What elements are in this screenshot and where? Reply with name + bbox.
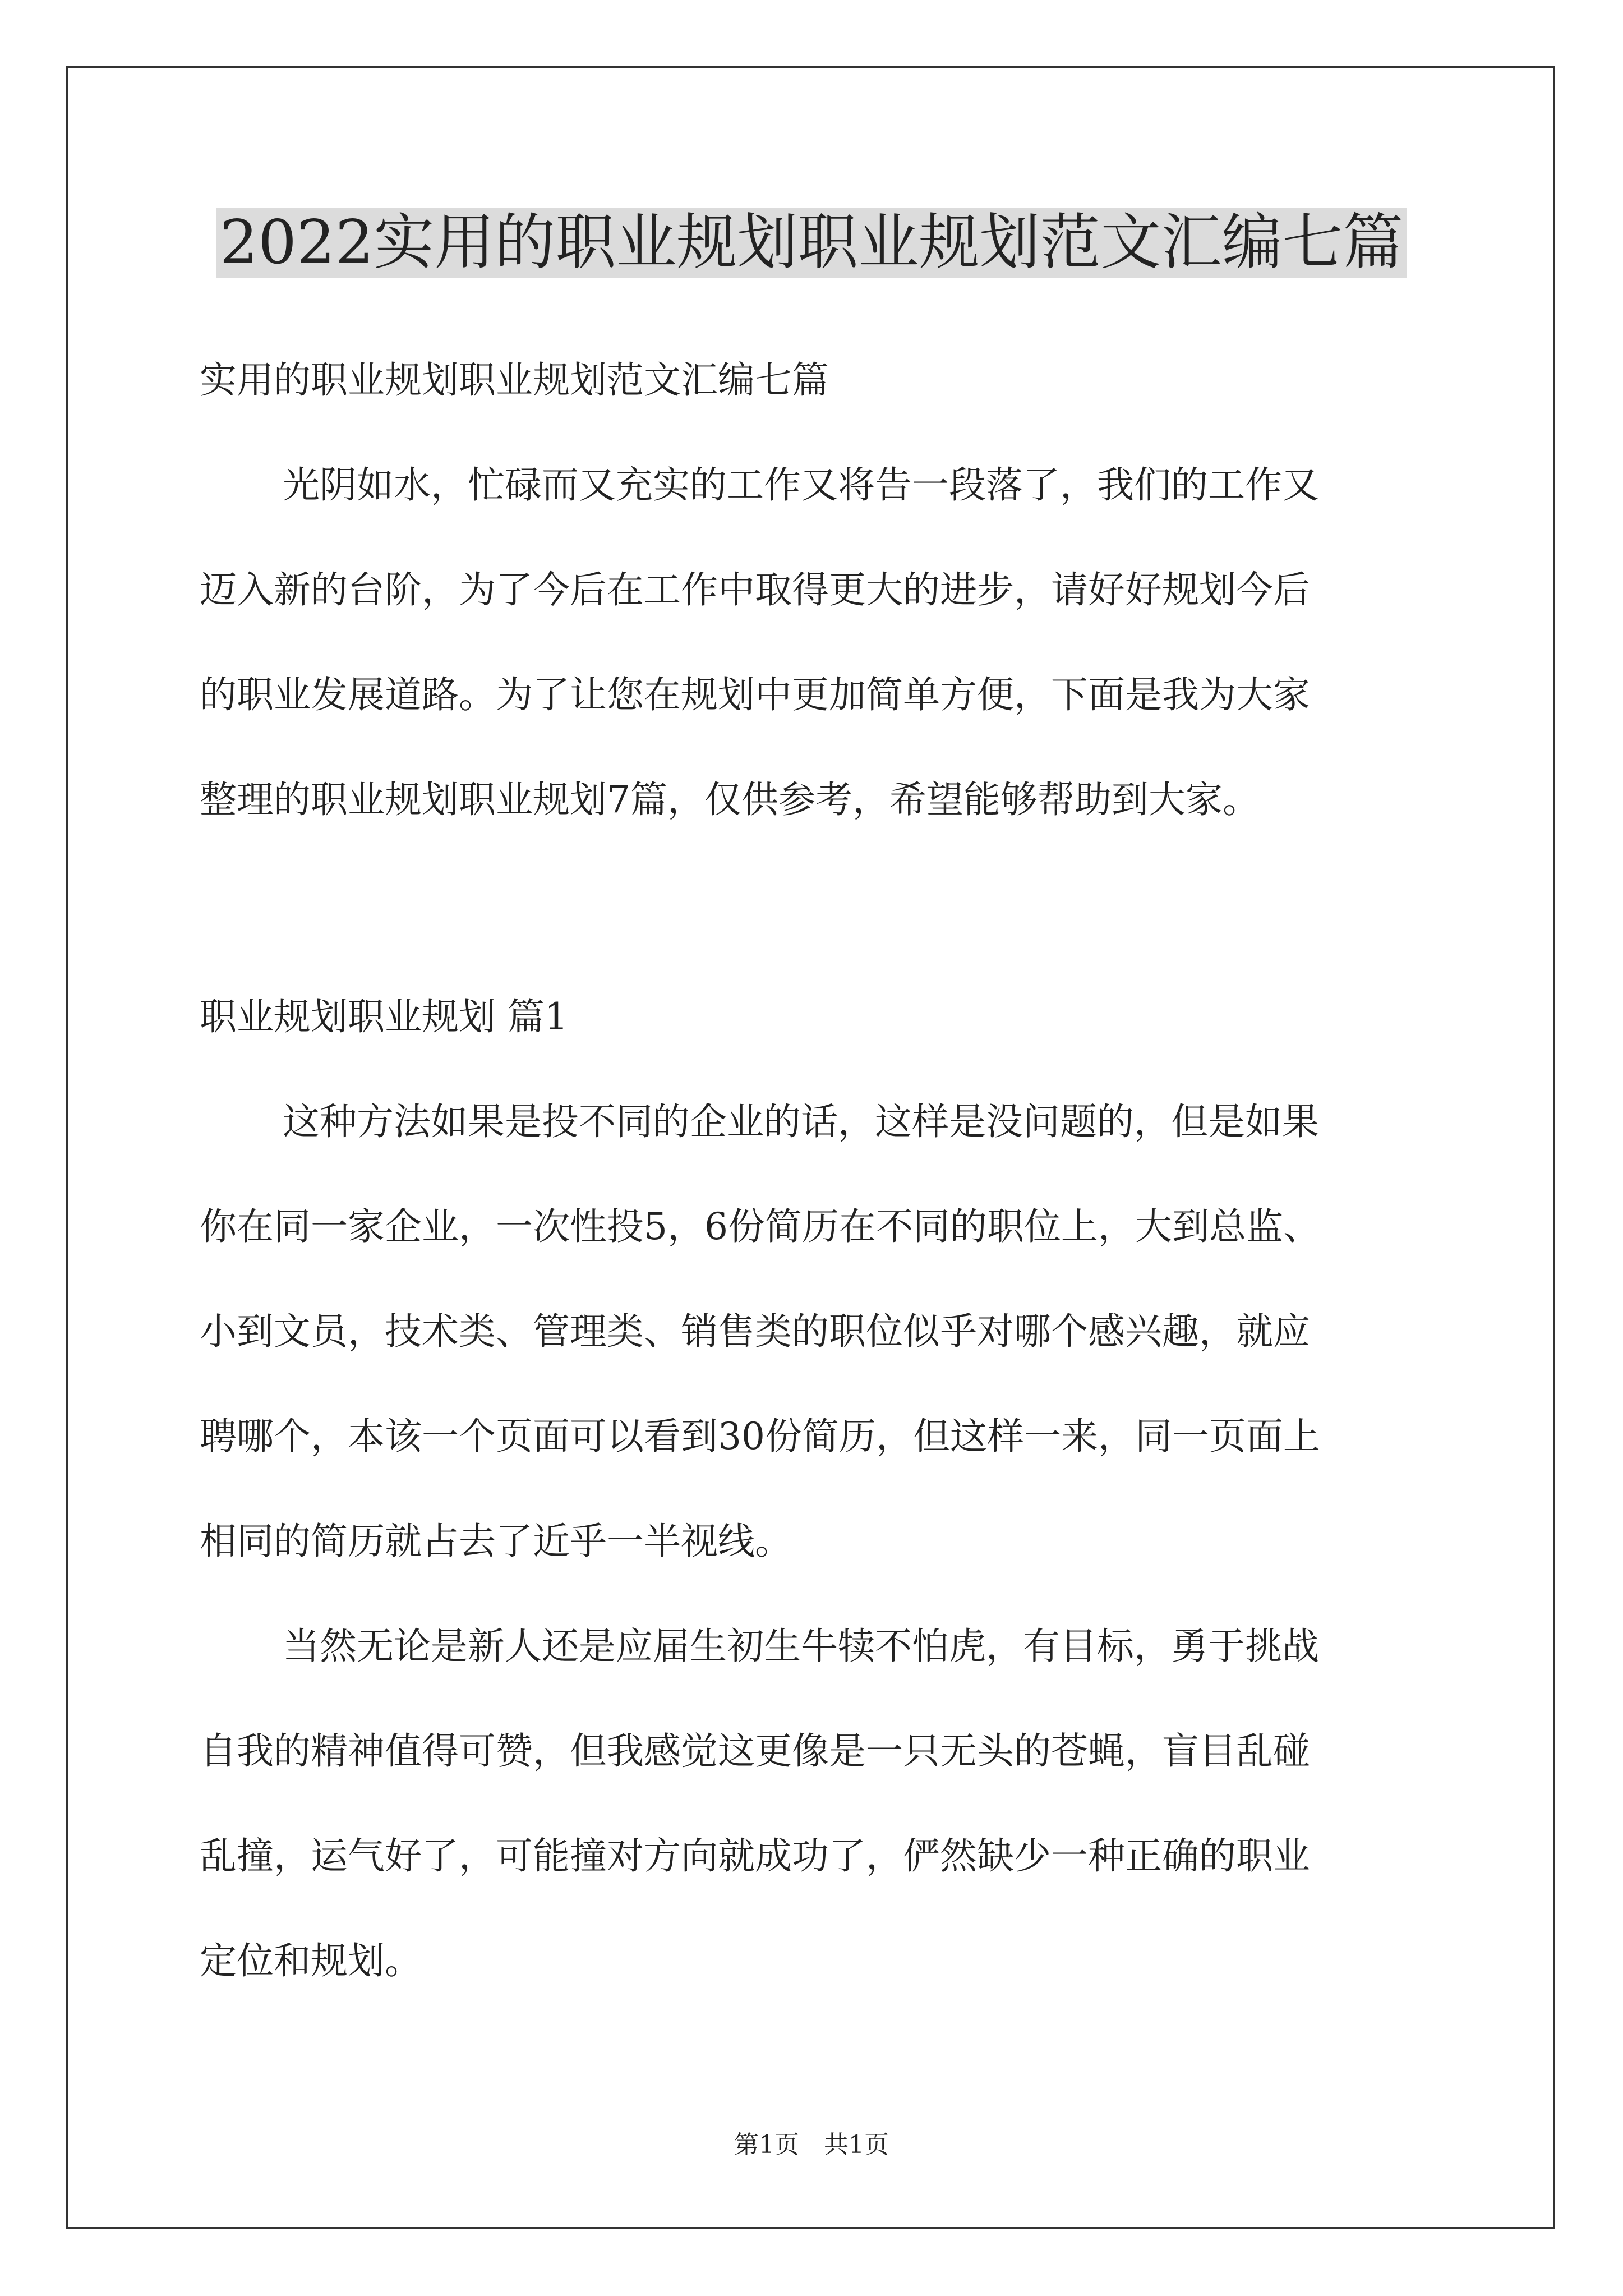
intro-line-3: 的职业发展道路。为了让您在规划中更加简单方便，下面是我为大家 [200, 673, 1310, 716]
document-title [0, 201, 1623, 285]
paragraph2-line-4: 定位和规划。 [200, 1939, 422, 1982]
paragraph2-line-2: 自我的精神值得可赞，但我感觉这更像是一只无头的苍蝇，盲目乱碰 [200, 1729, 1310, 1773]
paragraph1-line-5: 相同的简历就占去了近乎一半视线。 [200, 1520, 792, 1563]
page-indicator: 第1页 共1页 [734, 2131, 889, 2159]
intro-line-1: 光阴如水，忙碌而又充实的工作又将告一段落了，我们的工作又 [283, 463, 1319, 507]
section-heading: 职业规划职业规划 篇1 [200, 995, 568, 1038]
paragraph1-line-3: 小到文员，技术类、管理类、销售类的职位似乎对哪个感兴趣，就应 [200, 1310, 1310, 1353]
paragraph2-line-3: 乱撞，运气好了，可能撞对方向就成功了，俨然缺少一种正确的职业 [200, 1834, 1310, 1878]
paragraph1-line-2: 你在同一家企业，一次性投5，6份简历在不同的职位上，大到总监、 [200, 1205, 1320, 1248]
paragraph1-line-1: 这种方法如果是投不同的企业的话，这样是没问题的，但是如果 [283, 1100, 1319, 1143]
intro-line-4: 整理的职业规划职业规划7篇，仅供参考，希望能够帮助到大家。 [200, 778, 1260, 821]
document-title-text: 2022实用的职业规划职业规划范文汇编七篇 [216, 208, 1407, 278]
document-subtitle: 实用的职业规划职业规划范文汇编七篇 [200, 358, 829, 402]
paragraph2-line-1: 当然无论是新人还是应届生初生牛犊不怕虎，有目标，勇于挑战 [283, 1625, 1319, 1668]
paragraph1-line-4: 聘哪个，本该一个页面可以看到30份简历，但这样一来，同一页面上 [200, 1415, 1320, 1458]
page-footer [0, 2128, 1623, 2162]
intro-line-2: 迈入新的台阶，为了今后在工作中取得更大的进步，请好好规划今后 [200, 568, 1310, 611]
